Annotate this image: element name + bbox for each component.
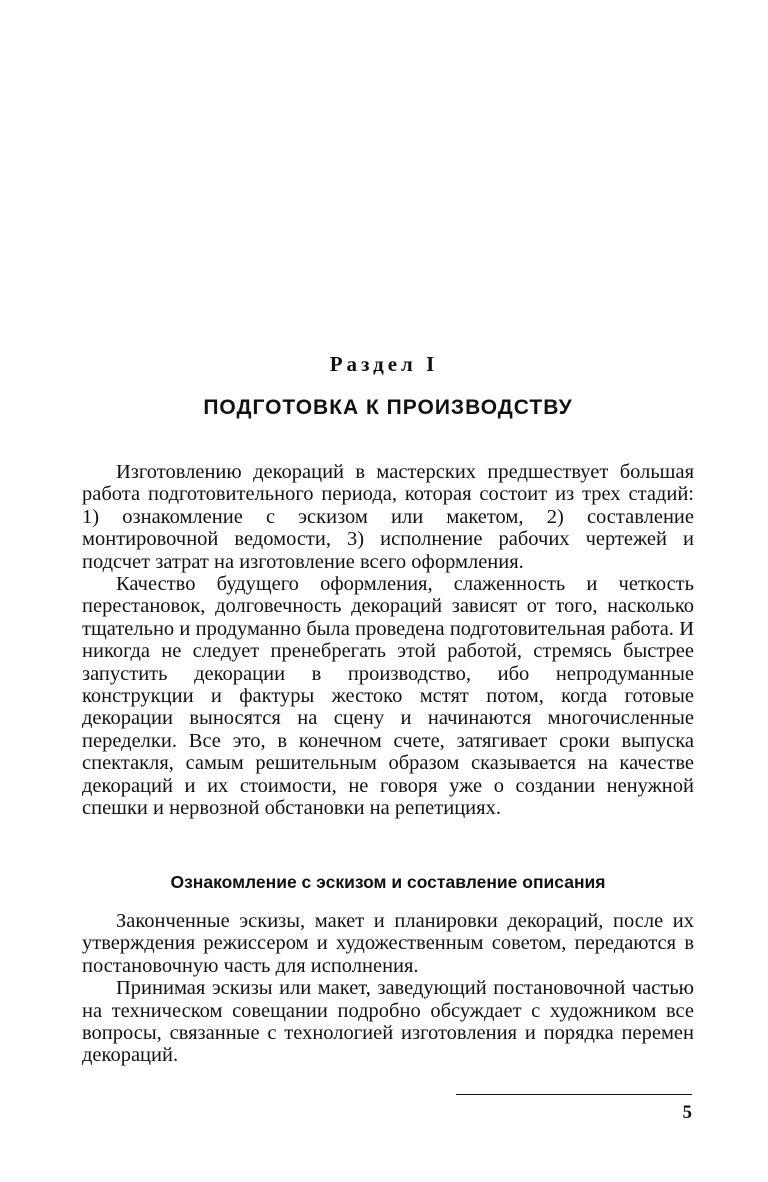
page-number: 5 <box>682 1102 692 1123</box>
footnote-divider <box>456 1094 692 1095</box>
subsection-text <box>82 910 694 1067</box>
intro-paragraph-1: Изготовлению декораций в мастерских предшествует большая работа подготовительного периода, которая состоит из трех стадий: 1) ознакомление с эскизом или макетом, 2) составление монтировочной ведомости, 3) исполнение рабочих чертежей и подсчет затрат на изготовление всего оформления. <box>82 461 694 573</box>
subsection-paragraph-2: Принимая эскизы или макет, заведующий постановочной частью на техническом совещании подробно обсуждает с художником все вопросы, связанные с технологией изготовления и порядка перемен декораций. <box>82 977 694 1067</box>
subsection-heading: Ознакомление с эскизом и составление описания <box>170 872 606 892</box>
subsection-paragraph-1: Законченные эскизы, макет и планировки декораций, после их утверждения режиссером и художественным советом, передаются в постановочную часть для исполнения. <box>82 910 694 977</box>
section-label: Раздел I <box>329 352 439 376</box>
intro-text <box>82 461 694 820</box>
intro-paragraph-2: Качество будущего оформления, слаженность и четкость перестановок, долговечность декораций зависят от того, насколько тщательно и продуманно была проведена подготовительная работа. И никогда не следует пренебрегать этой работой, стремясь быстрее запустить декорации в производство, ибо непродуманные конструкции и фактуры жестоко мстят потом, когда готовые декорации выносятся на сцену и начинаются многочисленные переделки. Все это, в конечном счете, затягивает сроки выпуска спектакля, самым решительным образом сказывается на качестве декораций и их стоимости, не говоря уже о создании ненужной спешки и нервозной обстановки на репетициях. <box>82 573 694 820</box>
section-title: ПОДГОТОВКА К ПРОИЗВОДСТВУ <box>203 396 573 419</box>
